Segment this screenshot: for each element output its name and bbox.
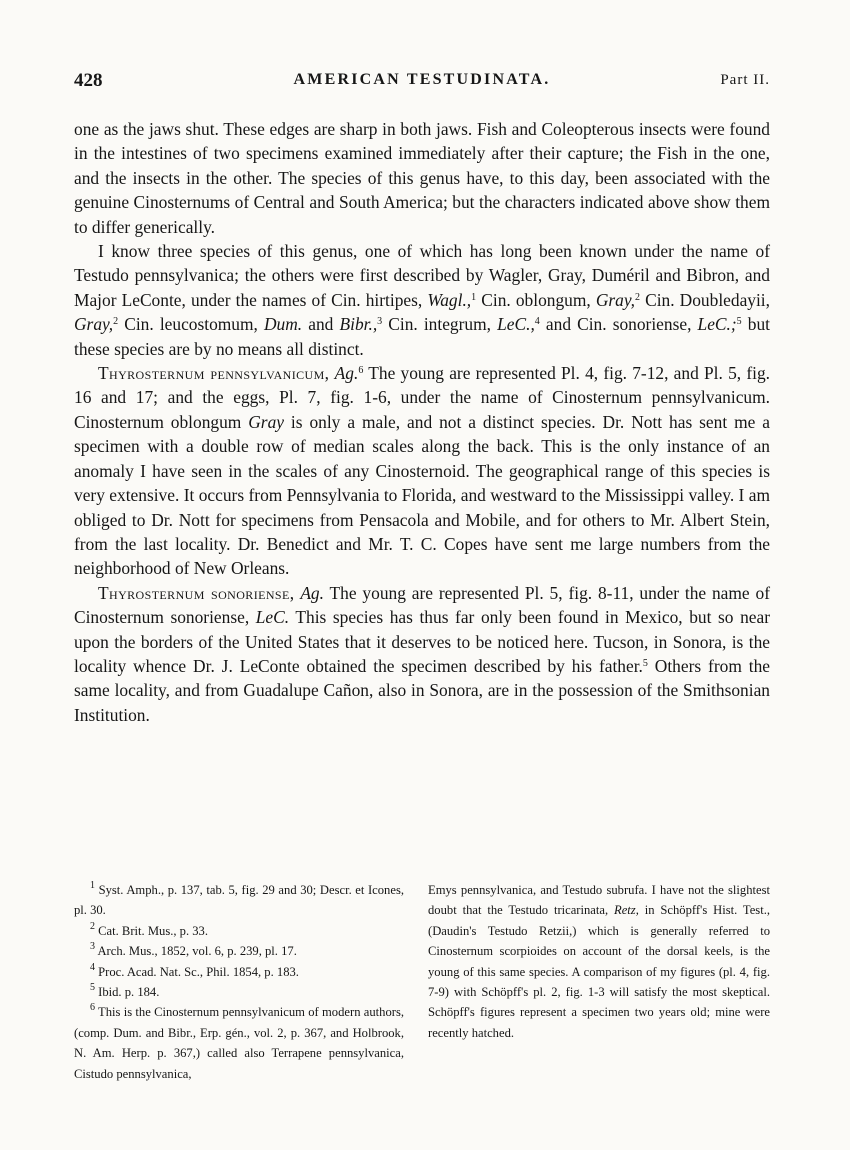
running-title: AMERICAN TESTUDINATA.: [293, 71, 551, 88]
p3-text-a: The young are represented Pl. 4, fig. 7-12, and Pl. 5, fig. 16 and 17; and the eggs, Pl. 7, fig. 1-6, under the name of Cinosternum pennsylvanicum. Cinosternum oblongum: [74, 363, 771, 432]
footnote-marker: 2: [90, 920, 95, 932]
footnote-2-text: Cat. Brit. Mus., p. 33.: [95, 923, 208, 938]
footnote-4-text: Proc. Acad. Nat. Sc., Phil. 1854, p. 183.: [95, 964, 299, 979]
footnote-ref[interactable]: 5: [642, 657, 648, 669]
footnote-1: [74, 880, 404, 921]
p4-text-b: This species has thus far only been found in Mexico, but so near upon the borders of the United States that it deserves to be noticed here. Tucson, in Sonora, is the locality whence Dr. J. LeConte obtained the specimen described by his father.: [74, 607, 770, 676]
part-label: Part II.: [720, 72, 770, 88]
footnote-6-cont-a: Emys pennsylvanica, and Testudo subrufa. I have not the slightest doubt that the Testudo tricarinata,: [428, 883, 770, 918]
footnote-6: [74, 1002, 404, 1084]
p2-author-a: Wagl.,: [427, 289, 472, 310]
p2-author-c: Gray,: [74, 314, 114, 335]
p2-text-a: I know three species of this genus, one of which has long been known under the name of Testudo pennsylvanica; the others were first described by Wagler, Gray, Duméril and Bibron, and Major LeConte, under the names of Cin. hirtipes,: [74, 241, 770, 310]
footnote-ref[interactable]: 2: [634, 291, 640, 303]
footnote-6-cont-b: in Schöpff's Hist. Test., (Daudin's Testudo Retzii,) which is generally referred to Cinosternum scorpioides on account of the dorsal keels, is the young of this same species. A comparison of my figures (pl. 4, fig. 7-9) with Schöpff's pl. 2, fig. 1-3 will satisfy the most skeptical. Schöpff's figures represent a specimen two years old; mine were recently hatched.: [428, 903, 771, 1040]
footnote-1-text: Syst. Amph., p. 137, tab. 5, fig. 29 and 30; Descr. et Icones, pl. 30.: [74, 883, 404, 918]
p4-author-lec: LeC.: [255, 607, 290, 628]
p4-author: Ag.: [300, 582, 324, 603]
species-heading-pennsylvanicum: Thyrosternum pennsylvanicum,: [98, 363, 330, 384]
paragraph-1: [74, 117, 770, 239]
p3-author-gray: Gray: [248, 411, 284, 432]
running-header: [74, 70, 770, 98]
p3-author: Ag.: [334, 363, 359, 384]
footnote-3-text: Arch. Mus., 1852, vol. 6, p. 239, pl. 17.: [95, 944, 297, 959]
footnote-3: [74, 941, 404, 961]
paragraph-1-text: one as the jaws shut. These edges are sharp in both jaws. Fish and Coleopterous insects were found in the intestines of two specimens examined immediately after their capture; the Fish in the one, and the insects in the other. The species of this genus have, to this day, been associated with the genuine Cinosternums of Central and South America; but the characters indicated above show them to differ generically.: [74, 119, 770, 237]
footnote-ref[interactable]: 6: [358, 365, 364, 377]
p2-text-d2: and: [302, 314, 340, 335]
footnote-ref[interactable]: 4: [534, 316, 540, 328]
footnote-6-text: This is the Cinosternum pennsylvanicum of modern authors, (comp. Dum. and Bibr., Erp. gén., vol. 2, p. 367, and Holbrook, N. Am. Herp. p. 367,) called also Terrapene pennsylvanica, Cistudo pennsylvanica,: [74, 1005, 404, 1081]
p3-text-b: is only a male, and not a distinct species. Dr. Nott has sent me a specimen with a double row of median scales along the back. This is the only instance of an anomaly I have seen in the scales of any Cinosternoid. The geographical range of this species is very extensive. It occurs from Pennsylvania to Florida, and westward to the Mississippi valley. I am obliged to Dr. Nott for specimens from Pensacola and Mobile, and for others to Mr. Albert Stein, from the last locality. Dr. Benedict and Mr. T. C. Copes have sent me large numbers from the neighborhood of New Orleans.: [74, 411, 770, 579]
p2-author-d: Dum.: [263, 314, 303, 335]
footnote-4: [74, 962, 404, 982]
footnote-marker: 4: [90, 961, 95, 973]
p2-text-e: Cin. integrum,: [382, 314, 498, 335]
footnote-ref[interactable]: 2: [113, 316, 119, 328]
footnote-5-text: Ibid. p. 184.: [95, 985, 160, 1000]
footnote-2: [74, 921, 404, 941]
p2-author-f: LeC.;: [697, 314, 737, 335]
p2-text-f: and Cin. sonoriense,: [539, 314, 698, 335]
page-number: 428: [74, 70, 103, 91]
species-heading-sonoriense: Thyrosternum sonoriense,: [98, 582, 295, 603]
p4-text-c: Others from the same locality, and from Guadalupe Cañon, also in Sonora, are in the possession of the Smithsonian Institution.: [74, 655, 770, 725]
footnote-6-author: Retz,: [614, 903, 639, 918]
footnote-marker: 6: [90, 1002, 95, 1014]
p2-text-b: Cin. oblongum,: [476, 289, 596, 310]
paragraph-4: [74, 581, 770, 727]
p4-text-a: The young are represented Pl. 5, fig. 8-11, under the name of Cinosternum sonoriense,: [74, 582, 770, 628]
footnote-marker: 1: [90, 880, 95, 891]
footnote-6-continued: [428, 880, 770, 1043]
p2-text-d: Cin. leucostomum,: [118, 314, 264, 335]
body-text: [74, 117, 770, 727]
paragraph-2: [74, 239, 770, 361]
footnote-ref[interactable]: 3: [377, 316, 383, 328]
footnote-5: [74, 982, 404, 1002]
footnote-marker: 3: [90, 941, 95, 953]
footnotes-left-column: [74, 880, 404, 1084]
footnote-marker: 5: [90, 982, 95, 994]
p2-text-c: Cin. Doubledayii,: [639, 289, 770, 310]
p2-author-d2: Bibr.,: [339, 314, 378, 335]
paragraph-3: [74, 361, 770, 581]
footnotes-right-column: [428, 880, 770, 1043]
p2-text-g: but these species are by no means all distinct.: [74, 314, 770, 359]
p2-author-e: LeC.,: [497, 314, 535, 335]
p2-author-b: Gray,: [595, 289, 635, 310]
footnote-ref[interactable]: 5: [736, 316, 742, 328]
footnote-ref[interactable]: 1: [471, 291, 477, 303]
